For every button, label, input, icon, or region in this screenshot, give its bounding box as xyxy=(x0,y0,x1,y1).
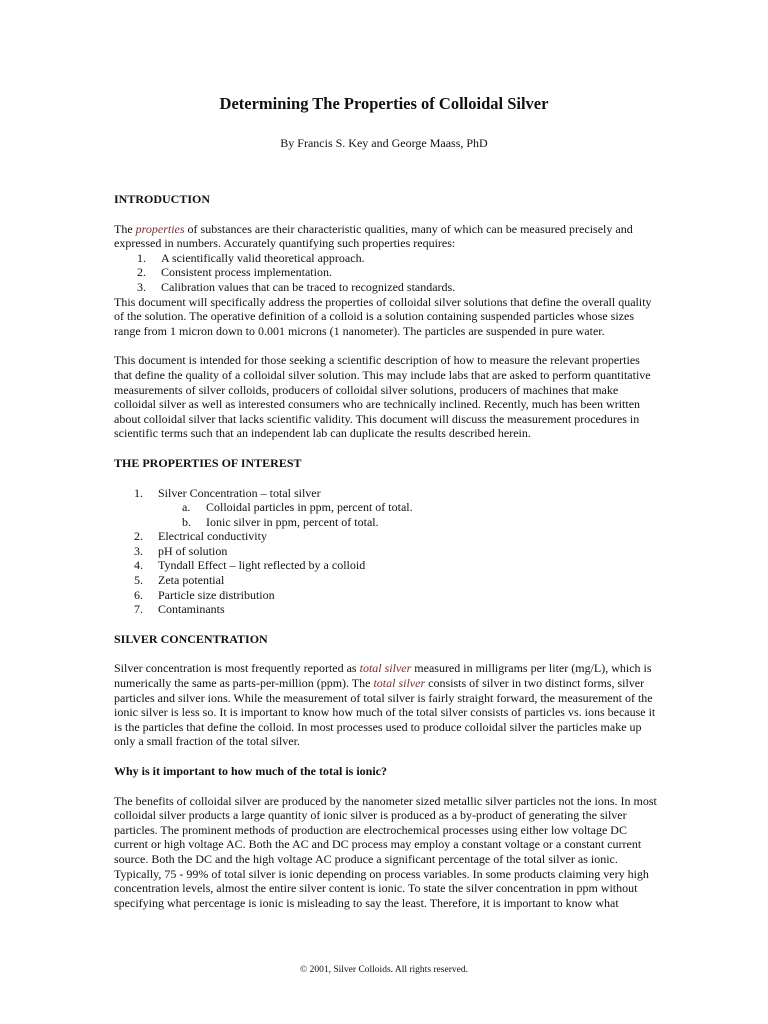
list-item xyxy=(114,573,660,588)
section-heading-silver-concentration: SILVER CONCENTRATION xyxy=(114,631,268,646)
list-item-text: Tyndall Effect – light reflected by a colloid xyxy=(158,558,366,573)
emphasis-total-silver: total silver xyxy=(359,661,412,676)
intro-paragraph-2: This document will specifically address the properties of colloidal silver solutions that define the overall quality of the solution. The operative definition of a colloid is a solution containing suspended particles whose sizes range from 1 micron down to 0.001 microns (1 nanometer). The particles are suspended in pure water. xyxy=(114,294,652,338)
requirements-list xyxy=(114,251,660,295)
list-item xyxy=(114,265,660,280)
list-item-text: Silver Concentration – total silver xyxy=(158,485,321,500)
list-number: 3. xyxy=(137,279,146,294)
text-run: The xyxy=(114,221,136,236)
list-item-text: Ionic silver in ppm, percent of total. xyxy=(206,514,379,529)
silver-paragraph-1 xyxy=(114,661,660,749)
list-number: 1. xyxy=(137,250,146,265)
subheading-ionic: Why is it important to how much of the total is ionic? xyxy=(114,764,387,778)
list-item-text: Calibration values that can be traced to recognized standards. xyxy=(161,279,456,294)
list-item-text: Consistent process implementation. xyxy=(161,265,332,280)
list-item xyxy=(114,602,660,617)
list-number: 4. xyxy=(134,558,143,573)
list-item xyxy=(114,251,660,266)
list-item-text: Colloidal particles in ppm, percent of total. xyxy=(206,500,413,515)
list-item-text: Electrical conductivity xyxy=(158,529,267,544)
list-number: 7. xyxy=(134,602,143,617)
list-letter: a. xyxy=(182,500,191,515)
list-number: 1. xyxy=(134,485,143,500)
document-title: Determining The Properties of Colloidal Silver xyxy=(219,94,549,113)
list-item xyxy=(114,558,660,573)
sub-list xyxy=(158,500,660,529)
text-run: consists of silver in two distinct forms, silver particles and silver ions. While the measurement of total silver is fairly straight forward, the measurement of the ionic silver is less so. It is important to know how much of the total silver consists of particles vs. ions because it is the particles that define the colloid. In most processes used to produce colloidal silver the particles make up only a small fraction of the total silver. xyxy=(114,676,656,749)
list-item xyxy=(114,588,660,603)
silver-paragraph-2: The benefits of colloidal silver are produced by the nanometer sized metallic silver particles not the ions. In most colloidal silver products a large quantity of ionic silver is produced as a by-product of generating the silver particles. The prominent methods of production are electrochemical processes using either low voltage DC current or high voltage AC. Both the AC and DC process may employ a constant voltage or a constant current source. Both the DC and the high voltage AC produce a significant percentage of the total silver as ionic. Typically, 75 - 99% of total silver is ionic depending on process variables. In some products claiming very high concentration levels, almost the entire silver content is ionic. To state the silver concentration in ppm without specifying what percentage is ionic is misleading to say the least. Therefore, it is important to know what xyxy=(114,793,657,910)
list-item-text: Contaminants xyxy=(158,602,225,617)
list-item-text: A scientifically valid theoretical approach. xyxy=(161,250,365,265)
list-number: 2. xyxy=(134,529,143,544)
sub-list-item xyxy=(114,515,660,530)
list-item xyxy=(114,280,660,295)
properties-list xyxy=(114,486,660,617)
document-authors: By Francis S. Key and George Maass, PhD xyxy=(280,136,488,150)
emphasis-total-silver: total silver xyxy=(373,676,426,691)
list-item xyxy=(114,529,660,544)
list-item-text: Particle size distribution xyxy=(158,587,275,602)
list-number: 5. xyxy=(134,573,143,588)
intro-paragraph-1 xyxy=(114,222,660,251)
text-run: of substances are their characteristic qualities, many of which can be measured precisely and expressed in numbers. Accurately quantifying such properties requires: xyxy=(114,221,633,251)
list-number: 3. xyxy=(134,543,143,558)
copyright-footer: © 2001, Silver Colloids. All rights reserved. xyxy=(300,965,468,975)
document-body xyxy=(114,192,660,910)
list-item-text: pH of solution xyxy=(158,543,228,558)
list-number: 6. xyxy=(134,587,143,602)
text-run: measured in milligrams per liter (mg/L), which is numerically the same as parts-per-million (ppm). The xyxy=(114,661,652,691)
sub-list-item xyxy=(114,500,660,515)
list-item xyxy=(114,486,660,530)
list-letter: b. xyxy=(182,514,191,529)
intro-paragraph-3: This document is intended for those seeking a scientific description of how to measure the relevant properties that define the quality of a colloidal silver solution. This may include labs that are asked to perform quantitative measurements of silver colloids, producers of colloidal silver solutions, producers of machines that make colloidal silver as well as interested consumers who are technically inclined. Recently, much has been written about colloidal silver that lacks scientific validity. This document will discuss the measurement procedures in scientific terms such that an independent lab can duplicate the results described herein. xyxy=(114,353,651,441)
emphasis-properties: properties xyxy=(135,221,185,236)
list-item-text: Zeta potential xyxy=(158,573,225,588)
list-number: 2. xyxy=(137,265,146,280)
list-item xyxy=(114,544,660,559)
section-heading-properties: THE PROPERTIES OF INTEREST xyxy=(114,455,302,470)
section-heading-introduction: INTRODUCTION xyxy=(114,192,211,206)
text-run: Silver concentration is most frequently reported as xyxy=(114,661,360,676)
